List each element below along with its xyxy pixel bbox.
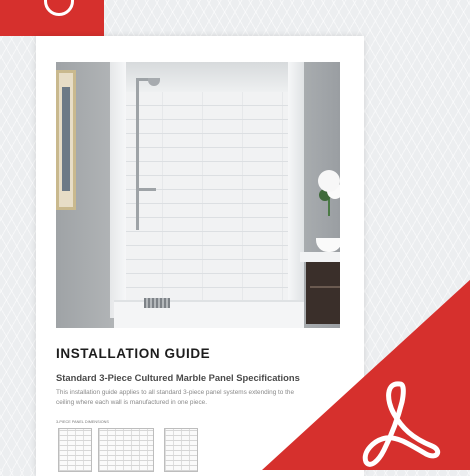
- shower-base: [114, 300, 304, 328]
- panel-diagram-right: [164, 428, 198, 472]
- mirror: [56, 70, 76, 210]
- linear-drain: [144, 298, 170, 308]
- vanity-counter: [300, 252, 340, 262]
- panel-diagram-back: [98, 428, 154, 472]
- shower-left-panel: [110, 62, 126, 318]
- guide-description: This installation guide applies to all standard 3-piece panel systems extending to the ceiling where each wall is manufactured in one piece.: [56, 389, 295, 406]
- shower-back-panel: [122, 92, 288, 316]
- shower-pipe: [136, 80, 139, 230]
- guide-title: INSTALLATION GUIDE: [56, 346, 211, 361]
- hand-shower: [138, 188, 156, 191]
- diagram-label: 3-PIECE PANEL DIMENSIONS: [56, 420, 109, 424]
- panel-diagram-left: [58, 428, 92, 472]
- guide-subtitle: Standard 3-Piece Cultured Marble Panel Specifications: [56, 372, 300, 383]
- shower-right-panel: [288, 62, 304, 318]
- cover-photo-shower: [56, 62, 340, 328]
- vanity-shelf: [310, 286, 340, 288]
- pdf-icon[interactable]: [356, 376, 444, 470]
- vanity-cabinet: [306, 262, 340, 324]
- circle-logo-icon: [44, 0, 74, 16]
- document-page[interactable]: [36, 36, 364, 476]
- flower: [318, 170, 340, 192]
- red-corner-tab: [0, 0, 104, 36]
- shower-ceiling: [122, 62, 288, 92]
